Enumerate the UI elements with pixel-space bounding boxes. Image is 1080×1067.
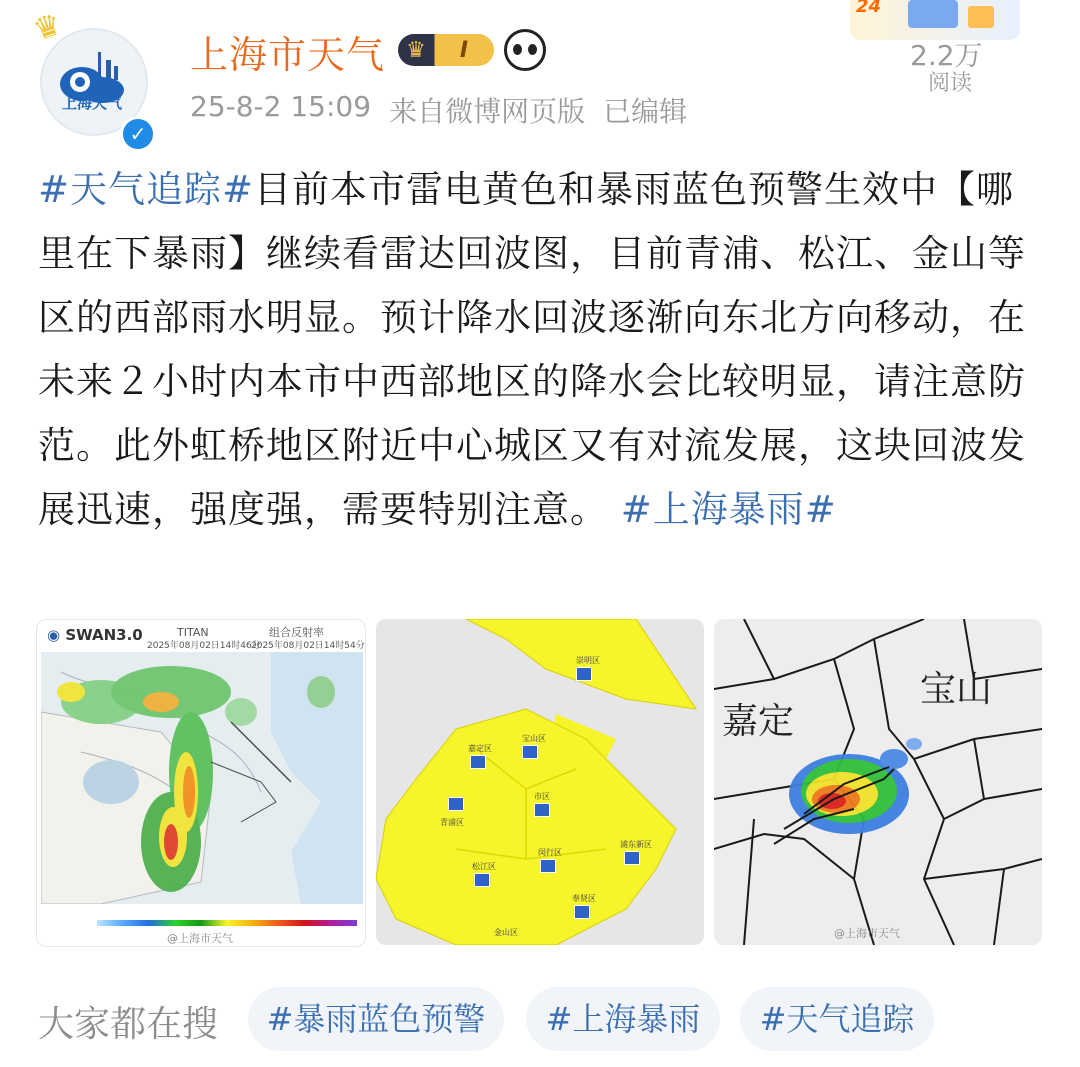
warning-icon (522, 745, 538, 759)
crown-badge-icon: ♛ (406, 37, 426, 63)
swan-logo-icon: ◉ (47, 626, 61, 644)
warning-icon (474, 873, 490, 887)
post-meta (190, 90, 687, 130)
avatar-text: 上海天气 (62, 94, 123, 112)
radar-title: 组合反射率 (269, 626, 324, 639)
post-text (38, 158, 1043, 542)
member-level-text: I (459, 37, 469, 63)
zoom-watermark: @上海市天气 (834, 927, 900, 940)
warning-icon (540, 859, 556, 873)
read-banner-number: 24 (856, 0, 882, 17)
label-jiading: 嘉定 (722, 701, 795, 742)
district-jinshan: 金山区 (494, 928, 518, 937)
swan-logo (47, 626, 143, 644)
radar-map-graphic (41, 652, 363, 904)
read-count: 2.2万 (910, 39, 983, 72)
swan-logo-text: SWAN3.0 (65, 626, 143, 644)
district-songjiang: 松江区 (472, 862, 496, 871)
panda-icon[interactable] (504, 29, 546, 71)
post-time[interactable]: 25-8-2 15:09 (190, 90, 372, 123)
warning-icon (470, 755, 486, 769)
read-widget[interactable] (850, 0, 1020, 100)
district-qingpu: 青浦区 (440, 818, 464, 827)
member-level-badge[interactable] (398, 34, 494, 66)
hot-search-label: 大家都在搜 (38, 1004, 219, 1045)
warning-icon (624, 851, 640, 865)
radar-watermark: @上海市天气 (167, 932, 233, 945)
account-name[interactable]: 上海市天气 (190, 33, 386, 77)
district-urban: 市区 (534, 792, 550, 801)
zoom-map-graphic (714, 619, 1042, 945)
hot-search-chip-shanghai-rainstorm[interactable]: #上海暴雨 (526, 987, 720, 1051)
badges (398, 30, 546, 70)
district-baoshan: 宝山区 (522, 734, 546, 743)
hashtag-weather-tracking[interactable]: #天气追踪# (38, 168, 255, 211)
district-fengxian: 奉贤区 (572, 894, 596, 903)
radar-product: TITAN (177, 626, 209, 639)
district-pudong: 浦东新区 (620, 840, 652, 849)
edited-label[interactable]: 已编辑 (603, 95, 688, 128)
warning-icon (534, 803, 550, 817)
post-source: 来自微博网页版 (389, 95, 586, 128)
avatar[interactable] (29, 6, 154, 146)
gift-icon (968, 6, 994, 28)
warning-map-image[interactable] (376, 619, 704, 945)
warning-map-graphic (376, 619, 704, 945)
hot-search-chip-weather-tracking[interactable]: #天气追踪 (740, 987, 934, 1051)
label-baoshan: 宝山 (920, 669, 993, 710)
read-label: 阅读 (928, 71, 973, 96)
warning-icon (574, 905, 590, 919)
hashtag-shanghai-rainstorm[interactable]: #上海暴雨# (620, 488, 837, 531)
radar-time-1: 2025年08月02日14时46分 (147, 641, 261, 651)
hot-search-chip-rainstorm-warning[interactable]: #暴雨蓝色预警 (248, 987, 504, 1051)
radar-colorbar (97, 920, 357, 926)
radar-time-2: 2025年08月02日14时54分 (251, 641, 365, 651)
district-jiading: 嘉定区 (468, 744, 492, 753)
tv-icon (908, 0, 958, 28)
district-minhang: 闵行区 (538, 848, 562, 857)
district-chongming: 崇明区 (576, 656, 600, 665)
zoom-radar-image[interactable] (714, 619, 1042, 945)
crown-icon: ♛ (29, 6, 66, 49)
radar-map (41, 652, 363, 904)
post-body: 目前本市雷电黄色和暴雨蓝色预警生效中【哪里在下暴雨】继续看雷达回波图，目前青浦、松江、金山等区的西部雨水明显。预计降水回波逐渐向东北方向移动，在未来２小时内本市中西部地区的降水会比较明显，请注意防范。此外虹桥地区附近中心城区又有对流发展，这块回波发展迅速，强度强，需要特别注意。 (38, 168, 1026, 531)
radar-image[interactable] (36, 619, 366, 947)
warning-icon (576, 667, 592, 681)
warning-icon (448, 797, 464, 811)
verified-icon: ✓ (120, 116, 156, 152)
